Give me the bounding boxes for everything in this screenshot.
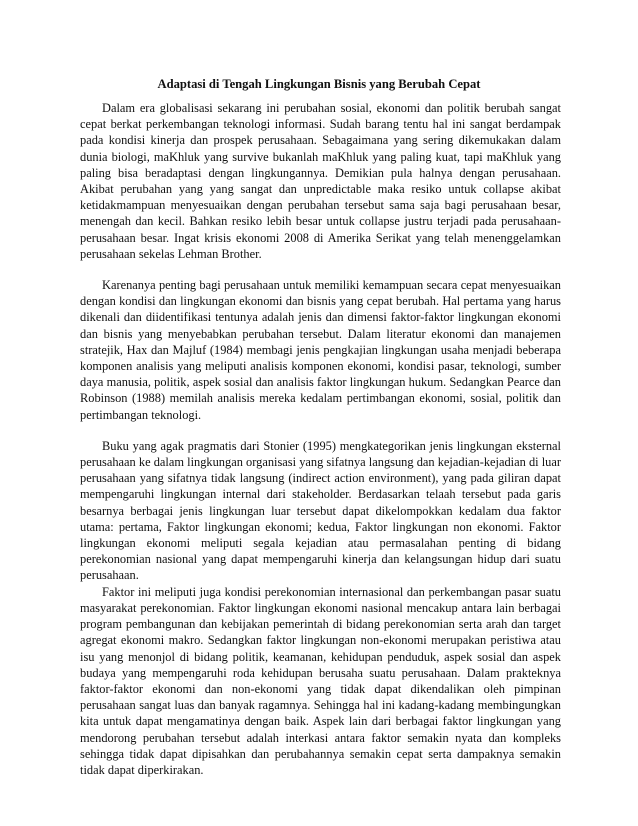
paragraph-3: Buku yang agak pragmatis dari Stonier (1995) mengkategorikan jenis lingkungan eksternal perusahaan ke dalam lingkungan organisasi yang sifatnya langsung dan kejadian-kejadian di luar perusahaan yang sifatnya tidak langsung (indirect action environment), yang pada giliran dapat mempengaruhi lingkungan internal dari stakeholder. Berdasarkan telaah tersebut pada garis besarnya berbagai jenis lingkungan luar tersebut dapat dikelompokkan kedalam dua faktor utama: pertama, Faktor lingkungan ekonomi; kedua, Faktor lingkungan non ekonomi. Faktor lingkungan ekonomi meliputi segala kejadian atau permasalahan penting di bidang perekonomian nasional yang dapat mempengaruhi kinerja dan kelangsungan hidup dari suatu perusahaan.: [80, 438, 561, 583]
paragraph-4: Faktor ini meliputi juga kondisi perekonomian internasional dan perkembangan pasar suatu masyarakat perekonomian. Faktor lingkungan ekonomi nasional mencakup antara lain berbagai program pembangunan dan kebijakan pemerintah di bidang perekonomian serta arah dan target agregat ekonomi makro. Sedangkan faktor lingkungan non-ekonomi merupakan peristiwa atau isu yang menonjol di bidang politik, keamanan, kehidupan penduduk, aspek sosial dan aspek budaya yang mempengaruhi roda kehidupan berusaha suatu perusahaan. Dalam prakteknya faktor-faktor ekonomi dan non-ekonomi yang tidak dapat dikendalikan oleh pimpinan perusahaan sangat luas dan banyak ragamnya. Sehingga hal ini kadang-kadang membingungkan kita untuk dapat mengamatinya dengan baik. Aspek lain dari berbagai faktor lingkungan yang mendorong perubahan tersebut adalah interkasi antara faktor semakin nyata dan kompleks sehingga tidak dapat dipisahkan dan perubahannya semakin cepat serta dampaknya semakin tidak dapat diperkirakan.: [80, 584, 561, 777]
paragraph-1: Dalam era globalisasi sekarang ini perubahan sosial, ekonomi dan politik berubah sangat cepat berkat perkembangan teknologi informasi. Sudah barang tentu hal ini sangat berdampak pada kondisi kinerja dan prospek perusahaan. Sebagaimana yang sering dikemukakan dalam dunia biologi, maKhluk yang survive bukanlah maKhluk yang paling kuat, tapi maKhluk yang paling bisa beradaptasi dengan lingkungannya. Demikian pula halnya dengan perusahaan. Akibat perubahan yang yang sangat dan unpredictable maka resiko untuk collapse akibat ketidakmampuan menyesuaikan dengan perubahan tersebut sama saja bagi perusahaan besar, menengah dan kecil. Bahkan resiko lebih besar untuk collapse justru terjadi pada perusahaan-perusahaan besar. Ingat krisis ekonomi 2008 di Amerika Serikat yang telah menenggelamkan perusahaan sekelas Lehman Brother.: [80, 101, 561, 261]
document-body: [80, 100, 561, 778]
document-title: Adaptasi di Tengah Lingkungan Bisnis yang Berubah Cepat: [157, 77, 481, 91]
paragraph-2: Karenanya penting bagi perusahaan untuk memiliki kemampuan secara cepat menyesuaikan dengan kondisi dan lingkungan ekonomi dan bisnis yang cepat berubah. Hal pertama yang harus dikenali dan diidentifikasi tentunya adalah jenis dan dimensi faktor-faktor lingkungan ekonomi dan bisnis yang menyebabkan perubahan tersebut. Dalam literatur ekonomi dan manajemen stratejik, Hax dan Majluf (1984) membagi jenis pengkajian lingkungan usaha menjadi beberapa komponen analisis yang meliputi analisis komponen ekonomi, kondisi pasar, teknologi, sumber daya manusia, politik, aspek sosial dan analisis faktor lingkungan hukum. Sedangkan Pearce dan Robinson (1988) memilah analisis mereka kedalam pertimbangan ekonomi, sosial, politik dan pertimbangan teknologi.: [80, 278, 561, 422]
